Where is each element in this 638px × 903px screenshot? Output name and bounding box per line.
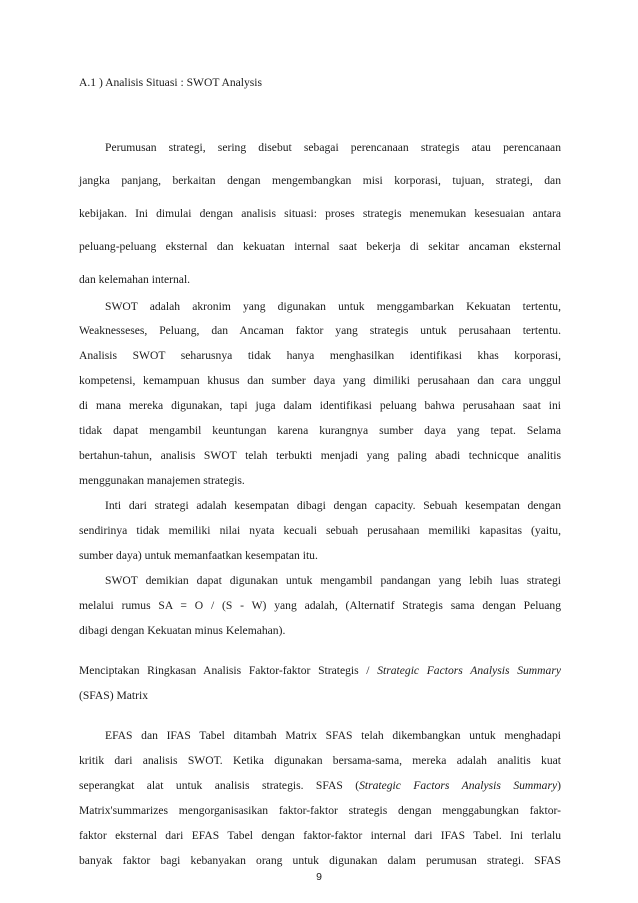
para2-line: menggunakan manajemen strategis. (79, 474, 245, 487)
section-heading-2-line2: (SFAS) Matrix (79, 689, 149, 702)
heading2-italic: Strategic Factors Analysis Summary (377, 664, 561, 677)
para4-line: melalui rumus SA = O / (S - W) yang adalah, (Alternatif Strategis sama dengan Peluang (79, 599, 561, 612)
para1-line: kebijakan. Ini dimulai dengan analisis situasi: proses strategis menemukan kesesuaian antara (79, 207, 561, 220)
para4-line: dibagi dengan Kekuatan minus Kelemahan). (79, 624, 286, 637)
para2-line: tidak dapat mengambil keuntungan karena kurangnya sumber daya yang tepat. Selama (79, 424, 561, 437)
para2-line: Analisis SWOT seharusnya tidak hanya menghasilkan identifikasi khas korporasi, (79, 349, 561, 362)
para1-line: jangka panjang, berkaitan dengan mengembangkan misi korporasi, tujuan, strategi, dan (79, 174, 561, 187)
para5-line: banyak faktor bagi kebanyakan orang untuk digunakan dalam perumusan strategi. SFAS (79, 854, 561, 867)
section-heading: A.1 ) Analisis Situasi : SWOT Analysis (79, 76, 263, 89)
para2-line: di mana mereka digunakan, tapi juga dalam identifikasi peluang bahwa perusahaan saat ini (79, 399, 561, 412)
para5-paren: ) (557, 779, 561, 792)
para2-line: Weaknesseses, Peluang, dan Ancaman faktor yang strategis untuk perusahaan tertentu. (79, 324, 561, 337)
para5-plain: seperangkat alat untuk analisis strategis. SFAS ( (79, 779, 360, 792)
para3-line: sumber daya) untuk memanfaatkan kesempatan itu. (79, 549, 318, 562)
para1-line: dan kelemahan internal. (79, 273, 191, 286)
para2-line: bertahun-tahun, analisis SWOT telah terbukti menjadi yang paling abadi technicque analitis (79, 449, 561, 462)
para5-italic: Strategic Factors Analysis Summary (359, 779, 558, 792)
heading2-plain: Menciptakan Ringkasan Analisis Faktor-faktor Strategis / (79, 664, 370, 677)
para1-line: peluang-peluang eksternal dan kekuatan internal saat bekerja di sekitar ancaman eksternal (79, 240, 561, 253)
page-number: 9 (316, 871, 322, 883)
para2-line: SWOT adalah akronim yang digunakan untuk menggambarkan Kekuatan tertentu, (105, 300, 561, 313)
para5-line: EFAS dan IFAS Tabel ditambah Matrix SFAS telah dikembangkan untuk menghadapi (105, 729, 561, 742)
para1-line: Perumusan strategi, sering disebut sebagai perencanaan strategis atau perencanaan (105, 141, 561, 154)
para5-line (79, 779, 561, 793)
section-heading-2 (79, 664, 561, 678)
para5-line: Matrix'summarizes mengorganisasikan faktor-faktor strategis dengan menggabungkan faktor- (79, 804, 561, 817)
para5-line: kritik dari analisis SWOT. Ketika digunakan bersama-sama, mereka adalah analitis kuat (79, 754, 561, 767)
para3-line: sendirinya tidak memiliki nilai nyata kecuali sebuah perusahaan memiliki kapasitas (yaitu, (79, 524, 561, 537)
para4-line: SWOT demikian dapat digunakan untuk mengambil pandangan yang lebih luas strategi (105, 574, 561, 587)
para3-line: Inti dari strategi adalah kesempatan dibagi dengan capacity. Sebuah kesempatan dengan (105, 499, 561, 512)
para5-line: faktor eksternal dari EFAS Tabel dengan faktor-faktor internal dari IFAS Tabel. Ini terlalu (79, 829, 561, 842)
para2-line: kompetensi, kemampuan khusus dan sumber daya yang dimiliki perusahaan dan cara unggul (79, 374, 561, 387)
